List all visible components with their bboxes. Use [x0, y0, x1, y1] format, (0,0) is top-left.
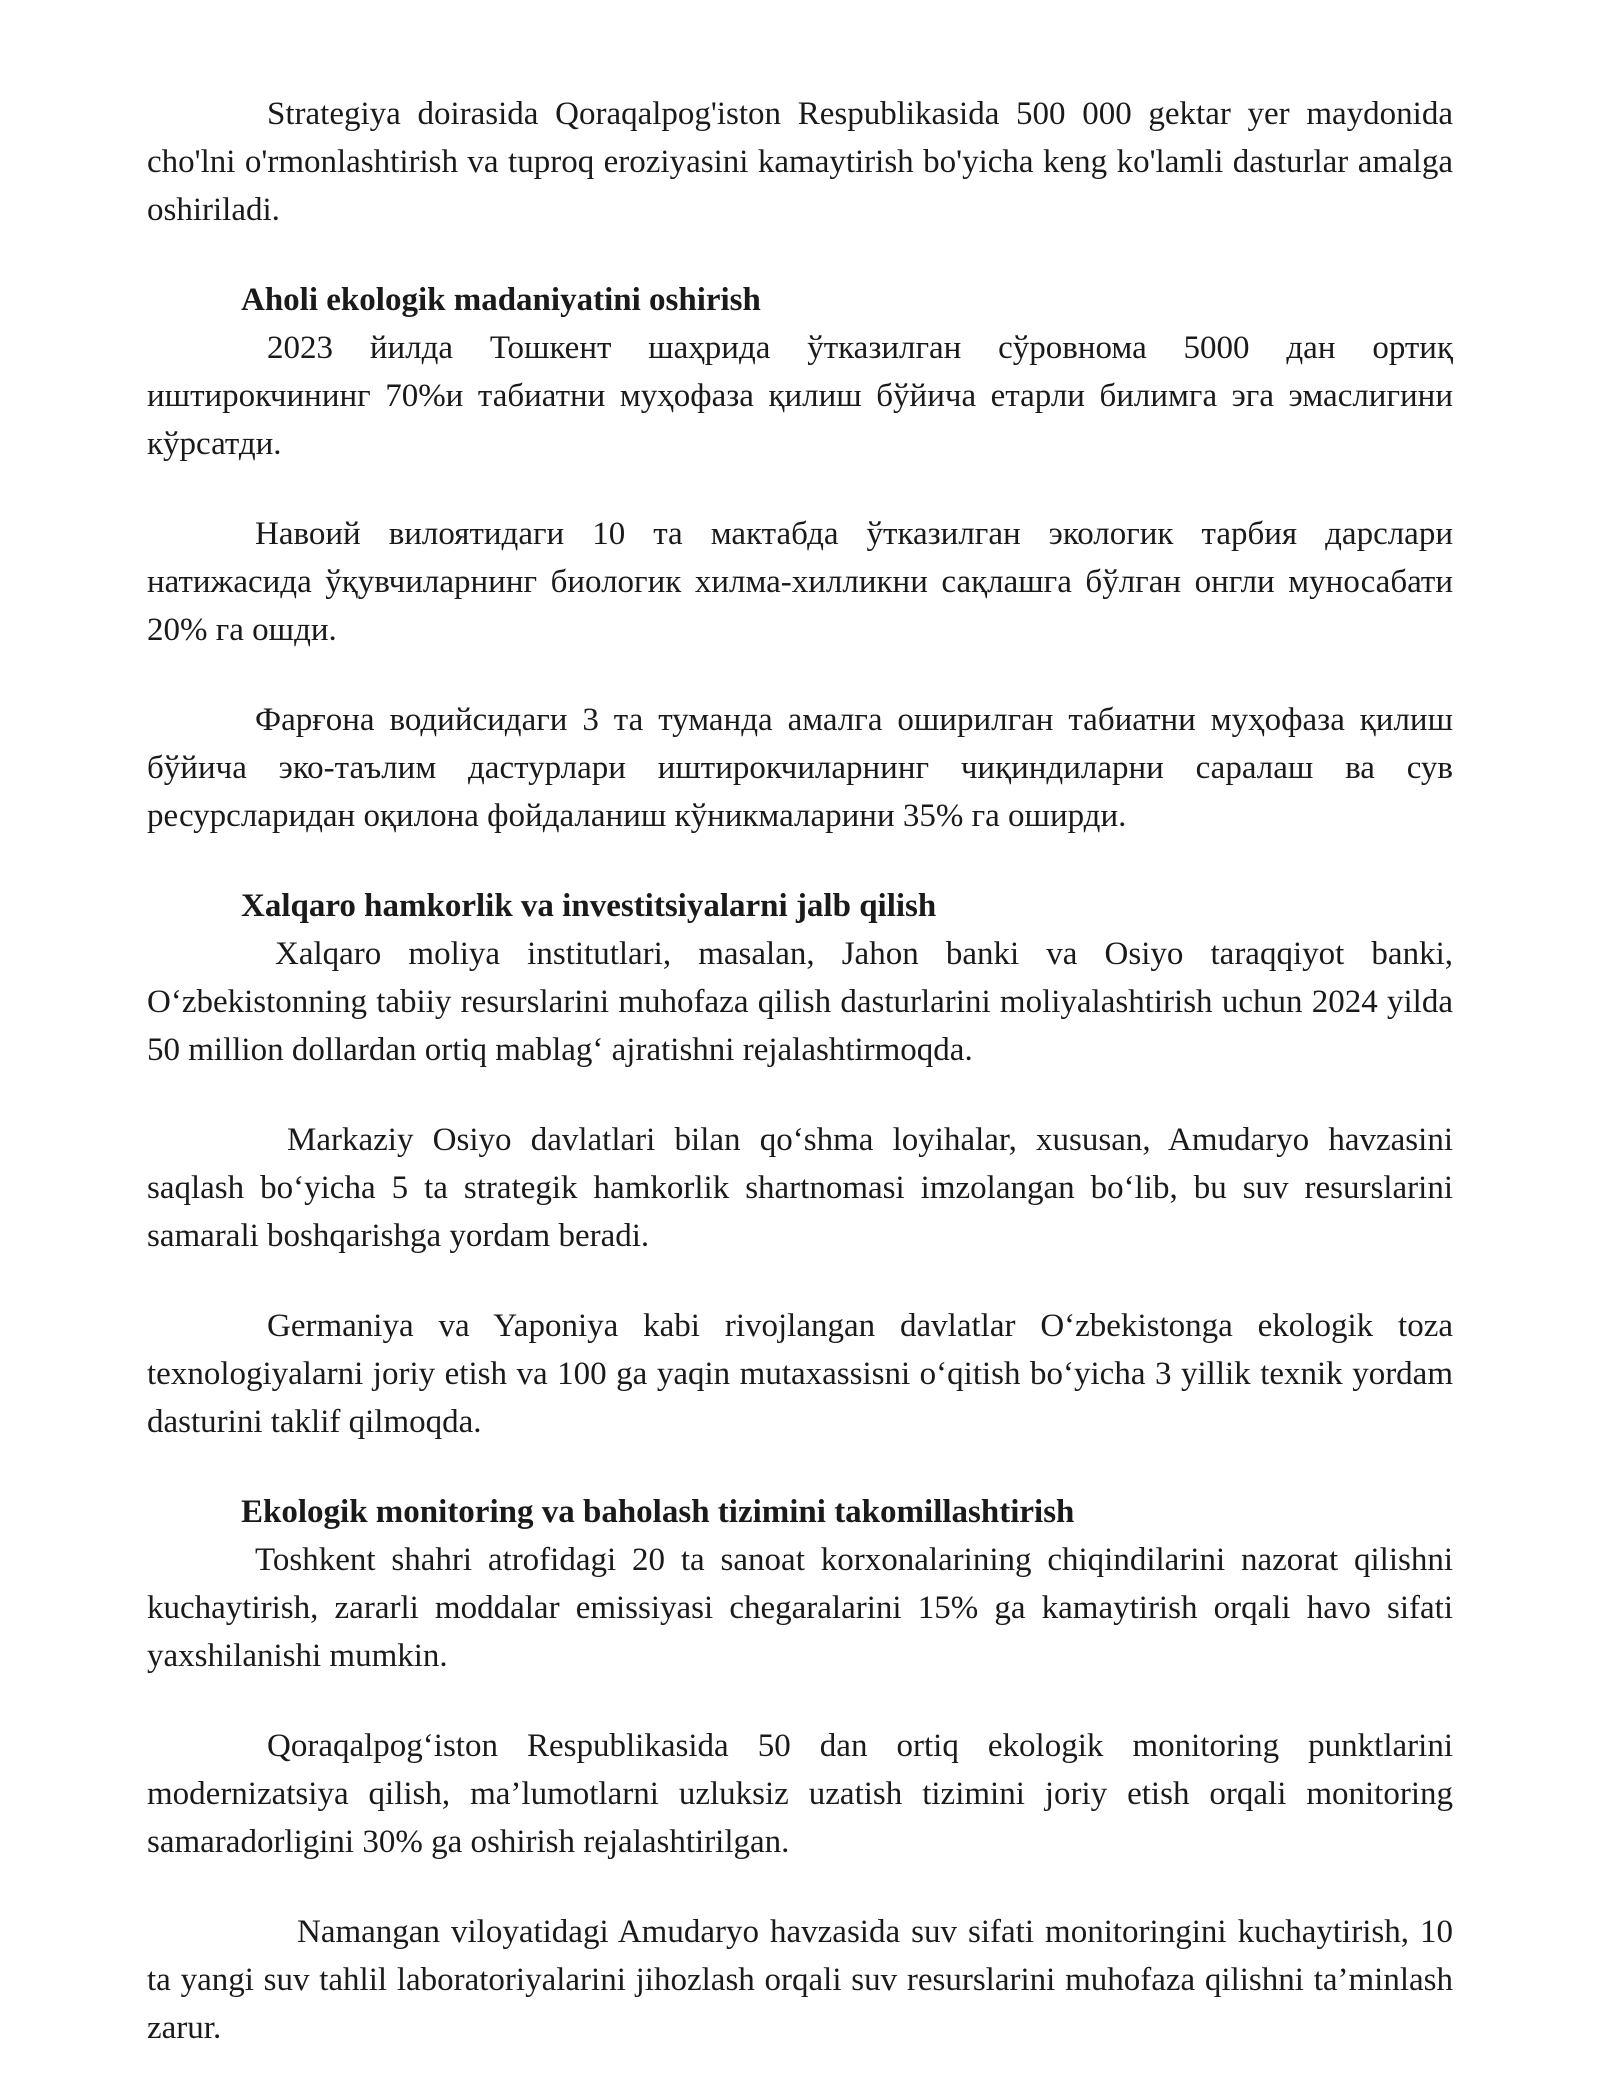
- paragraph-navoi-schools: Навоий вилоятидаги 10 та мактабда ўтказилган экологик тарбия дарслари натижасида ўқувчиларнинг биологик хилма-хилликни сақлашга бўлган онгли муносабати 20% га ошди.: [147, 516, 1453, 648]
- heading-international-cooperation: Xalqaro hamkorlik va investitsiyalarni jalb qilish: [241, 888, 937, 924]
- document-page: [147, 90, 1453, 2094]
- paragraph-germany-japan-assistance: Germaniya va Yaponiya kabi rivojlangan davlatlar Oʻzbekistonga ekologik toza texnologiyalarni joriy etish va 100 ga yaqin mutaxassisni oʻqitish boʻyicha 3 yillik texnik yordam dasturini taklif qilmoqda.: [147, 1308, 1453, 1440]
- paragraph-namangan-water-quality: Namangan viloyatidagi Amudaryo havzasida suv sifati monitoringini kuchaytirish, 10 ta yangi suv tahlil laboratoriyalarini jihozlash orqali suv resurslarini muhofaza qilishni ta’minlash zarur.: [147, 1914, 1453, 2046]
- heading-ecological-culture: Aholi ekologik madaniyatini oshirish: [241, 282, 761, 318]
- paragraph-tashkent-industry-emissions: Toshkent shahri atrofidagi 20 ta sanoat korxonalarining chiqindilarini nazorat qilishni kuchaytirish, zararli moddalar emissiyasi chegaralarini 15% ga kamaytirish orqali havo sifati yaxshilanishi mumkin.: [147, 1542, 1453, 1674]
- heading-ecological-monitoring: Ekologik monitoring va baholash tizimini takomillashtirish: [241, 1494, 1075, 1530]
- paragraph-karakalpakstan-monitoring: Qoraqalpogʻiston Respublikasida 50 dan ortiq ekologik monitoring punktlarini modernizatsiya qilish, ma’lumotlarni uzluksiz uzatish tizimini joriy etish orqali monitoring samaradorligini 30% ga oshirish rejalashtirilgan.: [147, 1728, 1453, 1860]
- paragraph-fergana-eco-education: Фарғона водийсидаги 3 та туманда амалга оширилган табиатни муҳофаза қилиш бўйича эко-таълим дастурлари иштирокчиларнинг чиқиндиларни саралаш ва сув ресурсларидан оқилона фойдаланиш кўникмаларини 35% га оширди.: [147, 702, 1453, 834]
- paragraph-desert-afforestation: Strategiya doirasida Qoraqalpog'iston Respublikasida 500 000 gektar yer maydonida cho'lni o'rmonlashtirish va tuproq eroziyasini kamaytirish bo'yicha keng ko'lamli dasturlar amalga oshiriladi.: [147, 96, 1453, 228]
- paragraph-financial-institutions: Xalqaro moliya institutlari, masalan, Jahon banki va Osiyo taraqqiyot banki, Oʻzbekistonning tabiiy resurslarini muhofaza qilish dasturlarini moliyalashtirish uchun 2024 yilda 50 million dollardan ortiq mablagʻ ajratishni rejalashtirmoqda.: [147, 936, 1453, 1068]
- paragraph-tashkent-survey: 2023 йилда Тошкент шаҳрида ўтказилган сўровнома 5000 дан ортиқ иштирокчининг 70%и табиатни муҳофаза қилиш бўйича етарли билимга эга эмаслигини кўрсатди.: [147, 330, 1453, 462]
- paragraph-central-asia-projects: Markaziy Osiyo davlatlari bilan qoʻshma loyihalar, xususan, Amudaryo havzasini saqlash boʻyicha 5 ta strategik hamkorlik shartnomasi imzolangan boʻlib, bu suv resurslarini samarali boshqarishga yordam beradi.: [147, 1122, 1453, 1254]
